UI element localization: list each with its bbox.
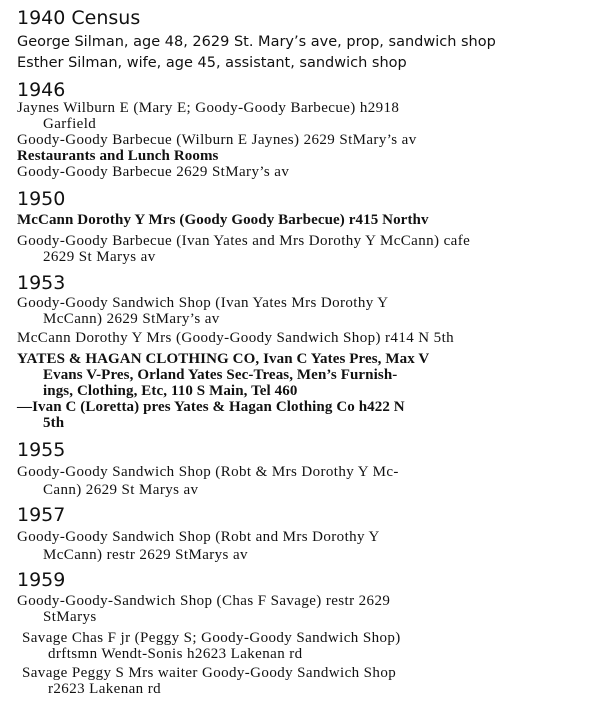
entry-line: Savage Peggy S Mrs waiter Goody-Goody Sandwich Shop xyxy=(22,665,397,681)
entry-line: —Ivan C (Loretta) pres Yates & Hagan Clothing Co h422 N xyxy=(17,399,405,415)
section-1959 xyxy=(0,570,600,697)
section-1946 xyxy=(0,80,600,180)
year-heading-1946: 1946 xyxy=(17,79,66,101)
entry-line: Goody-Goody Sandwich Shop (Ivan Yates Mrs Dorothy Y xyxy=(17,295,389,311)
entry-line: Goody-Goody Barbecue (Wilburn E Jaynes) 2629 StMary’s av xyxy=(17,132,417,148)
section-1955 xyxy=(0,440,600,498)
entry-line: Goody-Goody Sandwich Shop (Robt and Mrs Dorothy Y xyxy=(17,529,380,545)
entry-line: Goody-Goody-Sandwich Shop (Chas F Savage) restr 2629 xyxy=(17,593,391,609)
entry-line: drftsmn Wendt-Sonis h2623 Lakenan rd xyxy=(48,646,303,662)
year-heading-1955: 1955 xyxy=(17,439,66,461)
entry-line: Garfield xyxy=(43,116,97,132)
entry-line: 5th xyxy=(43,415,65,431)
entry-line: ings, Clothing, Etc, 110 S Main, Tel 460 xyxy=(43,383,298,399)
year-heading-1953: 1953 xyxy=(17,272,66,294)
year-heading-1959: 1959 xyxy=(17,569,66,591)
year-heading-1940: 1940 Census xyxy=(17,7,141,29)
section-1957 xyxy=(0,505,600,563)
entry-line: Cann) 2629 St Marys av xyxy=(43,482,199,498)
entry-line: r2623 Lakenan rd xyxy=(48,681,162,697)
year-heading-1957: 1957 xyxy=(17,504,66,526)
section-1940 xyxy=(0,8,600,74)
entry-line: McCann Dorothy Y Mrs (Goody-Goody Sandwich Shop) r414 N 5th xyxy=(17,330,455,346)
entry-line-heading: Restaurants and Lunch Rooms xyxy=(17,148,219,164)
entry-line: StMarys xyxy=(43,609,97,625)
entry-line: Goody-Goody Barbecue 2629 StMary’s av xyxy=(17,164,290,180)
census-line-esther: Esther Silman, wife, age 45, assistant, sandwich shop xyxy=(17,55,407,71)
census-line-george: George Silman, age 48, 2629 St. Mary’s ave, prop, sandwich shop xyxy=(17,34,496,50)
entry-line: Evans V-Pres, Orland Yates Sec-Treas, Men’s Furnish- xyxy=(43,367,398,383)
entry-line: Jaynes Wilburn E (Mary E; Goody-Goody Barbecue) h2918 xyxy=(17,100,400,116)
section-1953 xyxy=(0,273,600,431)
entry-line: McCann) restr 2629 StMarys av xyxy=(43,547,248,563)
entry-line: YATES & HAGAN CLOTHING CO, Ivan C Yates Pres, Max V xyxy=(17,351,430,367)
entry-line: McCann Dorothy Y Mrs (Goody Goody Barbecue) r415 Northv xyxy=(17,212,429,228)
entry-line: McCann) 2629 StMary’s av xyxy=(43,311,220,327)
section-1950 xyxy=(0,189,600,265)
entry-line: Goody-Goody Sandwich Shop (Robt & Mrs Dorothy Y Mc- xyxy=(17,464,399,480)
entry-line: Goody-Goody Barbecue (Ivan Yates and Mrs Dorothy Y McCann) cafe xyxy=(17,233,471,249)
entry-line: Savage Chas F jr (Peggy S; Goody-Goody Sandwich Shop) xyxy=(22,630,401,646)
year-heading-1950: 1950 xyxy=(17,188,66,210)
entry-line: 2629 St Marys av xyxy=(43,249,156,265)
